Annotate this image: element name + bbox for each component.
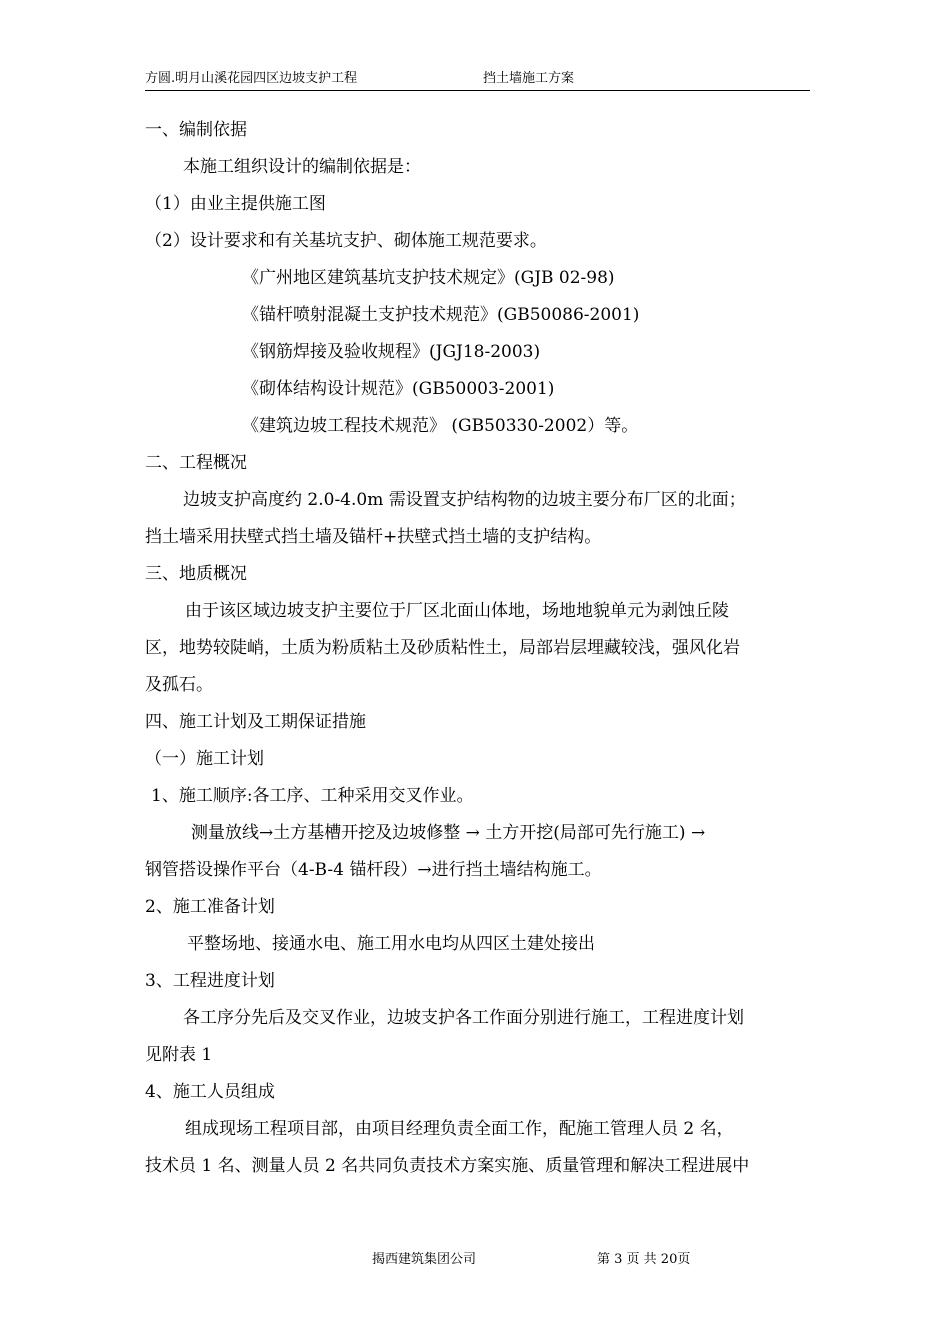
section-heading: 一、编制依据 xyxy=(145,120,247,140)
list-item: （2）设计要求和有关基坑支护、砌体施工规范要求。 xyxy=(145,231,547,251)
list-item: （1）由业主提供施工图 xyxy=(145,194,326,214)
paragraph-line: 测量放线→土方基槽开挖及边坡修整 → 土方开挖(局部可先行施工) → xyxy=(191,823,706,843)
paragraph-line: 边坡支护高度约 2.0-4.0m 需设置支护结构物的边坡主要分布厂区的北面； xyxy=(183,490,746,510)
item-heading: 2、施工准备计划 xyxy=(145,897,275,917)
paragraph-line: 本施工组织设计的编制依据是： xyxy=(183,157,421,177)
paragraph-line: 技术员 1 名、测量人员 2 名共同负责技术方案实施、质量管理和解决工程进展中 xyxy=(145,1156,750,1176)
item-heading: 4、施工人员组成 xyxy=(145,1082,275,1102)
reference-item: 《砌体结构设计规范》(GB50003-2001) xyxy=(242,379,555,399)
page-header xyxy=(145,70,810,91)
subsection-heading: （一）施工计划 xyxy=(145,749,264,769)
footer-company: 揭西建筑集团公司 xyxy=(372,1252,477,1267)
paragraph-line: 由于该区域边坡支护主要位于厂区北面山体地，场地地貌单元为剥蚀丘陵 xyxy=(185,601,729,621)
paragraph-line: 区，地势较陡峭，土质为粉质粘土及砂质粘性土，局部岩层埋藏较浅，强风化岩 xyxy=(145,638,740,658)
paragraph-line: 钢管搭设操作平台（4-B-4 锚杆段）→进行挡土墙结构施工。 xyxy=(145,860,602,880)
paragraph-line: 及孤石。 xyxy=(145,675,213,695)
paragraph-line: 各工序分先后及交叉作业，边坡支护各工作面分别进行施工，工程进度计划 xyxy=(183,1008,744,1028)
paragraph-line: 见附表 1 xyxy=(145,1045,213,1065)
reference-item: 《建筑边坡工程技术规范》 (GB50330-2002）等。 xyxy=(242,416,639,436)
paragraph-line: 组成现场工程项目部，由项目经理负责全面工作，配施工管理人员 2 名， xyxy=(185,1119,734,1139)
reference-item: 《广州地区建筑基坑支护技术规定》(GJB 02-98) xyxy=(242,268,615,288)
header-project-name: 方圆.明月山溪花园四区边坡支护工程 xyxy=(145,71,358,86)
section-heading: 三、地质概况 xyxy=(145,564,247,584)
section-heading: 二、工程概况 xyxy=(145,453,247,473)
page-number: 第 3 页 共 20页 xyxy=(597,1252,691,1267)
section-heading: 四、施工计划及工期保证措施 xyxy=(145,712,366,732)
item-heading: 1、施工顺序:各工序、工种采用交叉作业。 xyxy=(151,786,474,806)
paragraph-line: 平整场地、接通水电、施工用水电均从四区土建处接出 xyxy=(187,934,595,954)
header-document-title: 挡土墙施工方案 xyxy=(483,71,575,86)
page-footer xyxy=(0,1248,950,1268)
paragraph-line: 挡土墙采用扶壁式挡土墙及锚杆+扶壁式挡土墙的支护结构。 xyxy=(145,527,602,547)
item-heading: 3、工程进度计划 xyxy=(145,971,275,991)
reference-item: 《锚杆喷射混凝土支护技术规范》(GB50086-2001) xyxy=(242,305,640,325)
reference-item: 《钢筋焊接及验收规程》(JGJ18-2003) xyxy=(242,342,541,362)
